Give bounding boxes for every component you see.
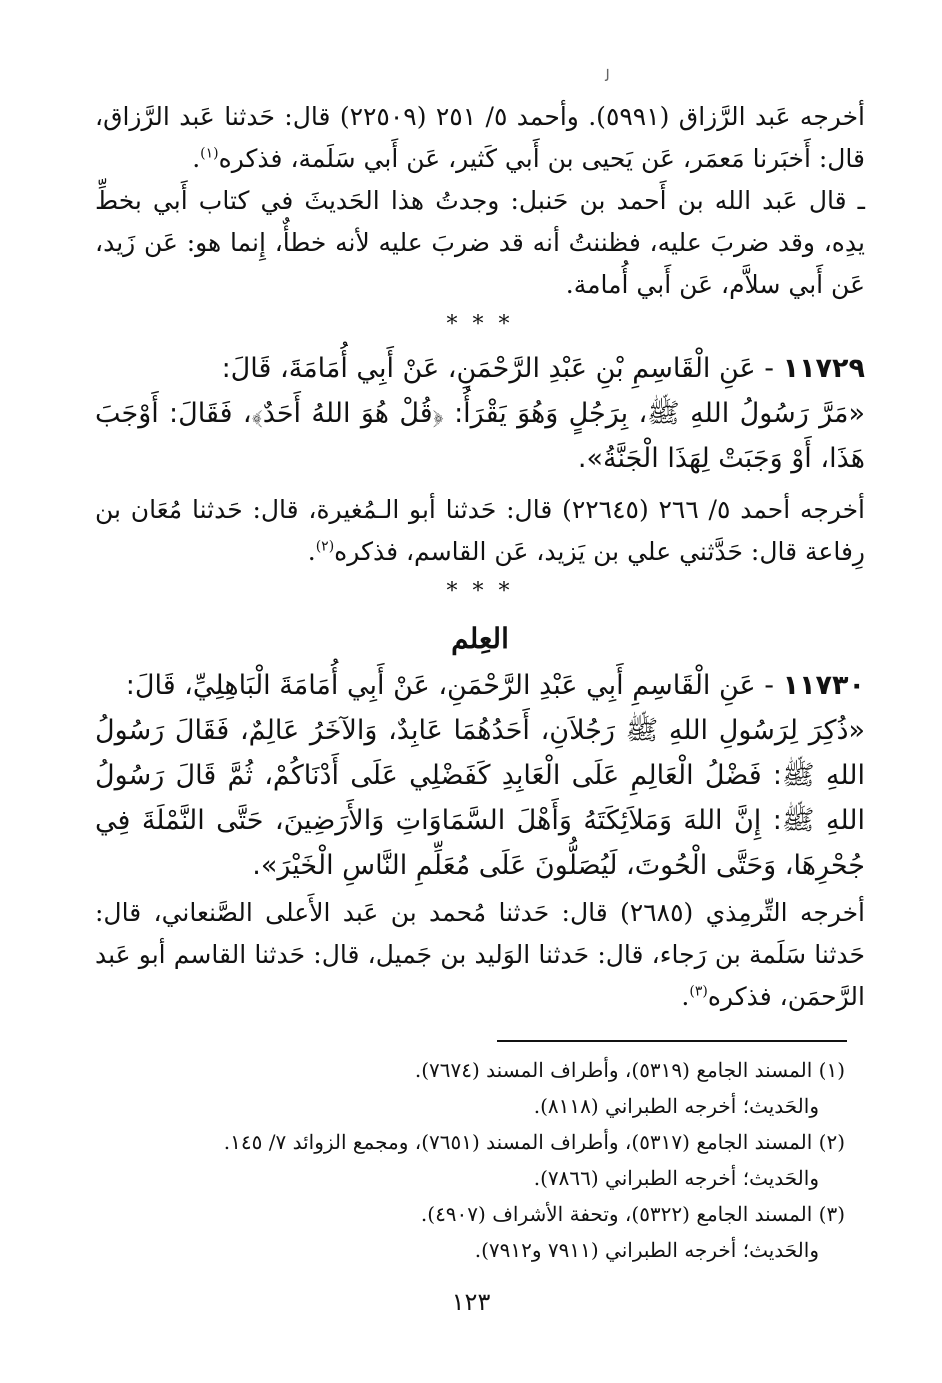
hadith-isnad: - عَنِ الْقَاسِمِ بْنِ عَبْدِ الرَّحْمَنِ، عَنْ أَبِي أُمَامَةَ، قَالَ: — [221, 353, 774, 384]
footnote-divider — [497, 1040, 847, 1042]
footnote-ref-1: (١) — [200, 145, 219, 162]
takhrij-paragraph-1 — [95, 96, 865, 180]
footnote-ref-2: (٢) — [315, 538, 335, 555]
section-separator: * * * — [446, 579, 514, 604]
page-body — [95, 96, 865, 1018]
footnote-3-continuation: والحَديث؛ أخرجه الطبراني (٧٩١١ و٧٩١٢). — [474, 1238, 819, 1262]
hadith-11730-text: «ذُكِرَ لِرَسُولِ اللهِ ﷺ رَجُلاَنِ، أَحَدُهُمَا عَابِدٌ، وَالآخَرُ عَالِمٌ، فَقَالَ رَسُولُ اللهِ ﷺ: فَضْلُ الْعَالِمِ عَلَى الْعَابِدِ كَفَضْلِي عَلَى أَدْنَاكُمْ، ثُمَّ قَالَ رَسُولُ اللهِ ﷺ: إِنَّ اللهَ وَمَلاَئِكَتَهُ وَأَهْلَ السَّمَاوَاتِ وَالأَرَضِينَ، حَتَّى النَّمْلَةَ فِي جُحْرِهَا، وَحَتَّى الْحُوتَ، لَيُصَلُّونَ عَلَى مُعَلِّمِ النَّاسِ الْخَيْرَ». — [95, 715, 865, 881]
period: . — [307, 537, 316, 566]
period: . — [192, 144, 201, 173]
page-number: ١٢٣ — [451, 1288, 491, 1316]
takhrij-text-1: أخرجه عَبد الرَّزاق (٥٩٩١). وأحمد ٥/ ٢٥١ (٢٢٥٠٩) قال: حَدثنا عَبد الرَّزاق، قال: أَخبَرنا مَعمَر، عَن يَحيى بن أَبي كَثير، عَن أَبي سَلَمة، فذكره — [95, 102, 865, 173]
footnote-3: (٣) المسند الجامع (٥٣٢٢)، وتحفة الأشراف (٤٩٠٧). — [420, 1202, 845, 1226]
takhrij-paragraph-2 — [95, 489, 865, 573]
hadith-11729-text: «مَرَّ رَسُولُ اللهِ ﷺ، بِرَجُلٍ وَهُوَ يَقْرَأُ: ﴿قُلْ هُوَ اللهُ أَحَدٌ﴾، فَقَالَ: أَوْجَبَ هَذَا، أَوْ وَجَبَتْ لِهَذَا الْجَنَّةُ». — [95, 398, 865, 474]
hadith-number: ١١٧٣٠ — [782, 670, 865, 701]
margin-mark: ﻟ — [605, 66, 610, 85]
hadith-isnad: - عَنِ الْقَاسِمِ أَبِي عَبْدِ الرَّحْمَنِ، عَنْ أَبِي أُمَامَةَ الْبَاهِلِيِّ، قَالَ: — [125, 670, 774, 701]
section-separator: * * * — [446, 312, 514, 337]
hadith-number: ١١٧٢٩ — [782, 353, 865, 384]
footnote-1-continuation: والحَديث؛ أخرجه الطبراني (٨١١٨). — [533, 1094, 819, 1118]
hadith-11730-chain — [95, 663, 865, 708]
footnote-ref-3: (٣) — [689, 983, 708, 1000]
hadith-11729-chain — [95, 346, 865, 391]
takhrij-text-3: أخرجه التِّرمِذي (٢٦٨٥) قال: حَدثنا مُحمد بن عَبد الأَعلى الصَّنعاني، قال: حَدثنا سَلَمة بن رَجاء، قال: حَدثنا الوَليد بن جَميل، قال: حَدثنا القاسم أبو عَبد الرَّحمَن، فذكره — [95, 898, 865, 1011]
footnote-1: (١) المسند الجامع (٥٣١٩)، وأطراف المسند (٧٦٧٤). — [414, 1058, 845, 1082]
footnote-2-continuation: والحَديث؛ أخرجه الطبراني (٧٨٦٦). — [533, 1166, 819, 1190]
takhrij-text-2: أخرجه أحمد ٥/ ٢٦٦ (٢٢٦٤٥) قال: حَدثنا أبو الـمُغيرة، قال: حَدثنا مُعَان بن رِفاعة قال: حَدَّثني علي بن يَزيد، عَن القاسم، فذكره — [95, 495, 866, 566]
chapter-heading: العِلم — [451, 622, 509, 655]
footnote-2: (٢) المسند الجامع (٥٣١٧)، وأطراف المسند (٧٦٥١)، ومجمع الزوائد ٧/ ١٤٥. — [223, 1130, 845, 1154]
footnotes — [95, 1052, 845, 1268]
takhrij-paragraph-3 — [95, 892, 865, 1018]
note-paragraph: ـ قال عَبد الله بن أَحمد بن حَنبل: وجدتُ هذا الحَديثَ في كتاب أَبي بخطِّ يدِه، وقد ضربَ عليه، فظننتُ أنه قد ضربَ عليه لأنه خطأٌ، إِنما هو: عَن زَيد، عَن أَبي سلاَّم، عَن أَبي أُمامة. — [95, 186, 865, 299]
period: . — [681, 982, 690, 1011]
